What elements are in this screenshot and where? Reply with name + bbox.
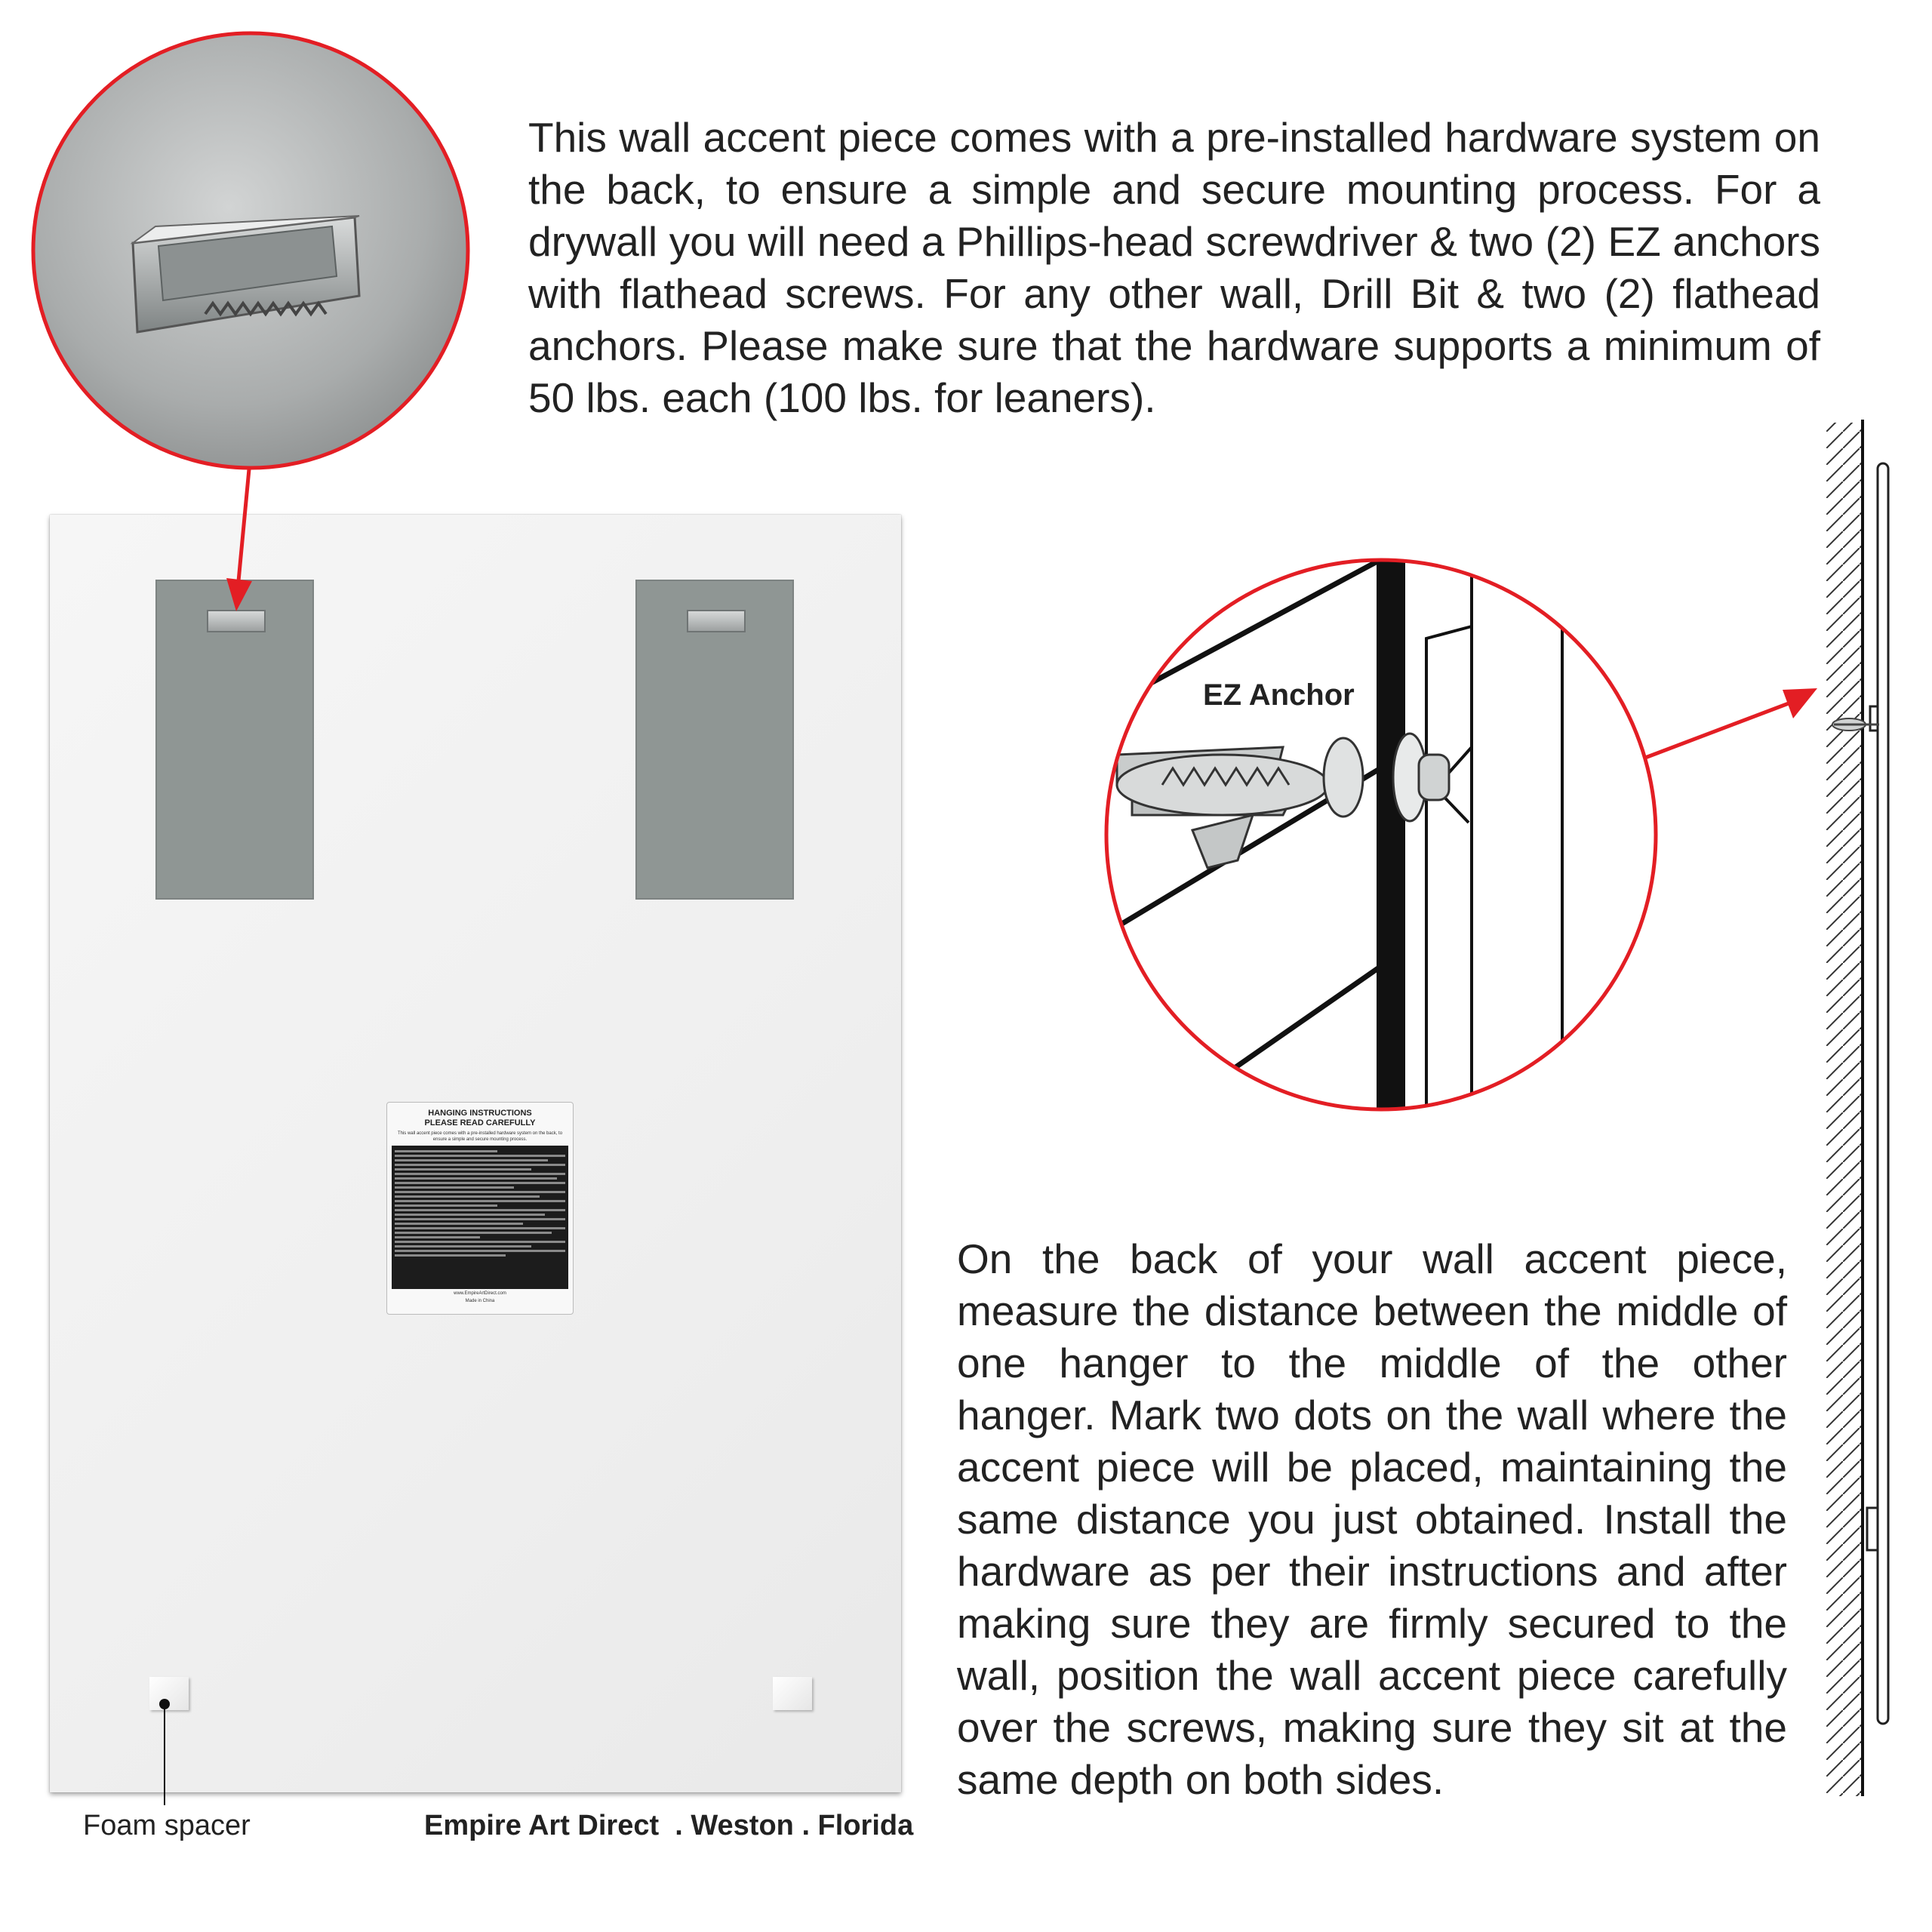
intro-paragraph: This wall accent piece comes with a pre-installed hardware system on the back, to ensure a simple and secure mounting process. For a drywall you will need a Phillips-head screwdriver & two (2) EZ anchors with flathead screws. For any other wall, Drill Bit & two (2) flathead anchors. Please make sure that the hardware supports a minimum of 50 lbs. each (100 lbs. for leaners). — [528, 114, 1820, 421]
installed-anchor-small — [1832, 718, 1879, 731]
label-website: www.EmpireArtDirect.com — [454, 1291, 506, 1296]
anchor-zoom-callout — [1102, 528, 1656, 1132]
label-origin: Made in China — [465, 1299, 495, 1303]
wall-hatch — [1826, 423, 1863, 1796]
mounting-steps-paragraph: On the back of your wall accent piece, measure the distance between the middle of one hanger to the middle of the other hanger. Mark two dots on the wall where the accent piece will be placed, maintaining the same distance you just obtained. Install the hardware as per their instructions and after making sure they are firmly secured to the wall, position the wall accent piece carefully over the screws, making sure they sit at the same depth on both sides. — [957, 1235, 1787, 1803]
label-subtitle: This wall accent piece comes with a pre-installed hardware system on the back, to ensure a simple and secure mounting process. — [397, 1131, 563, 1142]
ez-anchor-label: EZ Anchor — [1203, 678, 1355, 712]
spacer-profile — [1867, 1508, 1878, 1550]
foam-spacer-pointer — [159, 1699, 170, 1805]
hanger-zoom-callout — [33, 33, 468, 468]
foam-spacer-label: Foam spacer — [83, 1810, 251, 1841]
label-title-line2: PLEASE READ CAREFULLY — [424, 1118, 536, 1128]
brand-footer: Empire Art Direct . Weston . Florida — [424, 1810, 914, 1841]
hanger-pointer-arrow — [226, 469, 252, 611]
accent-piece-profile — [1878, 463, 1888, 1724]
label-title-line1: HANGING INSTRUCTIONS — [428, 1109, 532, 1118]
wall-side-view — [1826, 420, 1888, 1796]
anchor-pointer-arrow — [1645, 688, 1817, 758]
